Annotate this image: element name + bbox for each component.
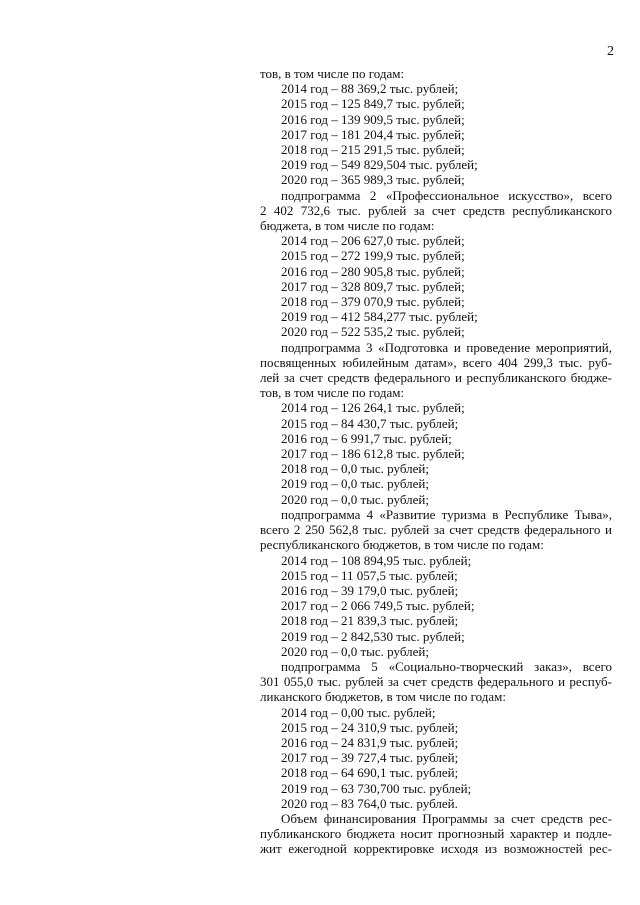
subprogram-text-line: подпрограмма 3 «Подготовка и проведение мероприятий, (281, 339, 612, 355)
closing-text-line: жит ежегодной корректировке исходя из возможностей рес- (260, 841, 612, 857)
subprogram-4 (260, 507, 612, 659)
subprogram-3 (260, 340, 612, 507)
year-line: 2019 год – 2 842,530 тыс. рублей; (281, 628, 465, 644)
intro-line: тов, в том числе по годам: (260, 66, 405, 81)
subprogram-text-line: 2 402 732,6 тыс. рублей за счет средств республиканского (260, 202, 612, 218)
year-line: 2020 год – 0,0 тыс. рублей; (281, 643, 429, 659)
year-line: 2014 год – 108 894,95 тыс. рублей; (281, 552, 472, 568)
year-line: 2020 год – 522 535,2 тыс. рублей; (281, 324, 465, 340)
closing-text-line: Объем финансирования Программы за счет средств рес- (281, 810, 612, 826)
year-line: 2014 год – 0,00 тыс. рублей; (281, 704, 436, 720)
subprogram-2 (260, 188, 612, 340)
year-line: 2015 год – 84 430,7 тыс. рублей; (281, 415, 459, 431)
year-line: 2018 год – 21 839,3 тыс. рублей; (281, 613, 459, 629)
year-line: 2015 год – 125 849,7 тыс. рублей; (281, 96, 465, 112)
subprogram-text-line: ликанского бюджетов, в том числе по годам: (260, 689, 506, 705)
year-line: 2017 год – 328 809,7 тыс. рублей; (281, 278, 465, 294)
subprogram-text-line: всего 2 250 562,8 тыс. рублей за счет средств федерального и (260, 522, 612, 538)
year-line: 2015 год – 272 199,9 тыс. рублей; (281, 248, 465, 264)
subprogram-text-line: тов, в том числе по годам: (260, 385, 405, 401)
year-line: 2016 год – 39 179,0 тыс. рублей; (281, 582, 459, 598)
subprogram-5 (260, 659, 612, 811)
year-line: 2018 год – 0,0 тыс. рублей; (281, 461, 429, 477)
subprogram-text-line: 301 055,0 тыс. рублей за счет средств федерального и респуб- (260, 674, 612, 690)
year-line: 2015 год – 11 057,5 тыс. рублей; (281, 567, 458, 583)
year-line: 2020 год – 0,0 тыс. рублей; (281, 491, 429, 507)
document-body (260, 66, 612, 857)
subprogram-text-line: подпрограмма 5 «Социально-творческий заказ», всего (281, 658, 612, 674)
year-line: 2016 год – 24 831,9 тыс. рублей; (281, 734, 459, 750)
year-line: 2019 год – 63 730,700 тыс. рублей; (281, 780, 472, 796)
subprogram-text-line: лей за счет средств федерального и республиканского бюдже- (260, 370, 612, 386)
closing-paragraph (260, 811, 612, 857)
year-line: 2020 год – 365 989,3 тыс. рублей; (281, 172, 465, 188)
year-line: 2019 год – 549 829,504 тыс. рублей; (281, 157, 478, 173)
year-line: 2017 год – 2 066 749,5 тыс. рублей; (281, 598, 475, 614)
year-line: 2014 год – 206 627,0 тыс. рублей; (281, 233, 465, 249)
page-number: 2 (607, 44, 614, 59)
closing-text-line: публиканского бюджета носит прогнозный характер и подле- (260, 826, 612, 842)
year-line: 2016 год – 280 905,8 тыс. рублей; (281, 263, 465, 279)
subprogram-text-line: посвященных юбилейным датам», всего 404 299,3 тыс. руб- (260, 354, 612, 370)
intro-year-list (260, 81, 612, 187)
year-line: 2014 год – 88 369,2 тыс. рублей; (281, 81, 459, 97)
year-line: 2018 год – 379 070,9 тыс. рублей; (281, 294, 465, 310)
subprogram-text-line: республиканского бюджетов, в том числе по годам: (260, 537, 544, 553)
subprogram-text-line: бюджета, в том числе по годам: (260, 218, 435, 234)
year-line: 2018 год – 64 690,1 тыс. рублей; (281, 765, 459, 781)
year-line: 2014 год – 126 264,1 тыс. рублей; (281, 400, 465, 416)
year-line: 2016 год – 139 909,5 тыс. рублей; (281, 111, 465, 127)
year-line: 2017 год – 186 612,8 тыс. рублей; (281, 446, 465, 462)
subprogram-text-line: подпрограмма 4 «Развитие туризма в Республике Тыва», (281, 506, 612, 522)
year-line: 2018 год – 215 291,5 тыс. рублей; (281, 142, 465, 158)
year-line: 2019 год – 0,0 тыс. рублей; (281, 476, 429, 492)
year-line: 2017 год – 39 727,4 тыс. рублей; (281, 750, 459, 766)
year-line: 2016 год – 6 991,7 тыс. рублей; (281, 430, 452, 446)
year-line: 2015 год – 24 310,9 тыс. рублей; (281, 719, 459, 735)
subprogram-text-line: подпрограмма 2 «Профессиональное искусство», всего (281, 187, 612, 203)
year-line: 2019 год – 412 584,277 тыс. рублей; (281, 309, 478, 325)
year-line: 2017 год – 181 204,4 тыс. рублей; (281, 126, 465, 142)
year-line: 2020 год – 83 764,0 тыс. рублей. (281, 795, 458, 811)
